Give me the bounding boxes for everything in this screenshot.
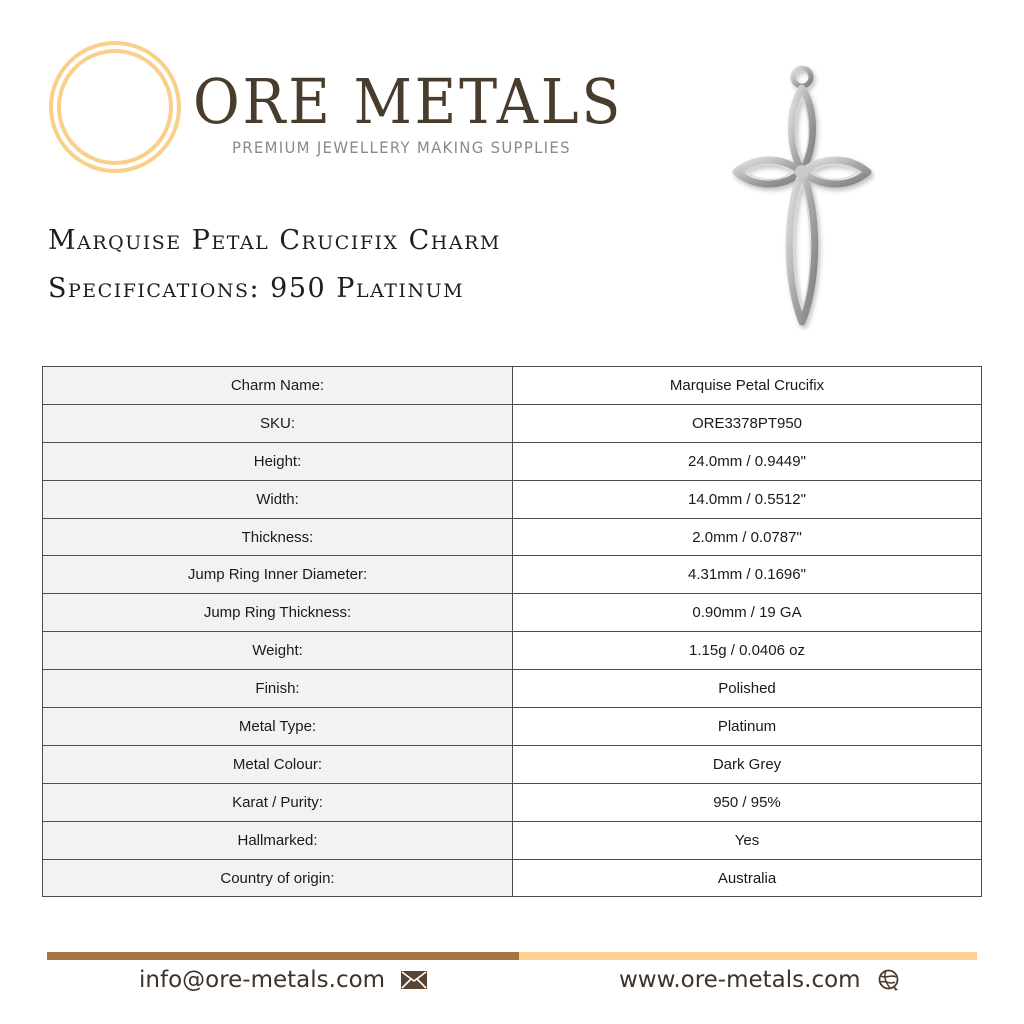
table-row [43, 783, 982, 821]
spec-value: 24.0mm / 0.9449" [513, 442, 982, 480]
spec-label: Charm Name: [43, 367, 513, 405]
product-title: Marquise Petal Crucifix Charm [48, 225, 501, 256]
product-specification-subtitle: Specifications: 950 Platinum [48, 273, 465, 304]
table-row [43, 670, 982, 708]
website-contact[interactable] [619, 962, 901, 998]
table-row [43, 821, 982, 859]
table-row [43, 442, 982, 480]
spec-value: Dark Grey [513, 745, 982, 783]
spec-label: Hallmarked: [43, 821, 513, 859]
table-row [43, 404, 982, 442]
table-row [43, 745, 982, 783]
website-url[interactable]: www.ore-metals.com [619, 967, 861, 993]
double-ring-logo-icon [48, 40, 182, 174]
spec-value: 14.0mm / 0.5512" [513, 480, 982, 518]
spec-label: Thickness: [43, 518, 513, 556]
spec-label: Country of origin: [43, 859, 513, 897]
table-row [43, 708, 982, 746]
marquise-petal-crucifix-charm-image [730, 60, 875, 330]
table-row [43, 859, 982, 897]
spec-value: Australia [513, 859, 982, 897]
spec-value: Platinum [513, 708, 982, 746]
spec-value: 2.0mm / 0.0787" [513, 518, 982, 556]
globe-icon [877, 968, 901, 992]
spec-value: 1.15g / 0.0406 oz [513, 632, 982, 670]
spec-label: Width: [43, 480, 513, 518]
spec-label: Height: [43, 442, 513, 480]
brand-name: ORE METALS [193, 65, 624, 138]
table-row [43, 556, 982, 594]
spec-label: SKU: [43, 404, 513, 442]
specification-table [42, 366, 982, 897]
spec-label: Karat / Purity: [43, 783, 513, 821]
spec-label: Finish: [43, 670, 513, 708]
spec-value: Polished [513, 670, 982, 708]
table-row [43, 367, 982, 405]
table-row [43, 594, 982, 632]
spec-value: 0.90mm / 19 GA [513, 594, 982, 632]
brand-tagline: PREMIUM JEWELLERY MAKING SUPPLIES [232, 138, 571, 157]
spec-label: Metal Type: [43, 708, 513, 746]
footer-divider-peach [519, 952, 977, 960]
spec-label: Jump Ring Thickness: [43, 594, 513, 632]
spec-value: Marquise Petal Crucifix [513, 367, 982, 405]
email-address[interactable]: info@ore-metals.com [139, 967, 386, 993]
spec-label: Jump Ring Inner Diameter: [43, 556, 513, 594]
spec-value: Yes [513, 821, 982, 859]
spec-label: Weight: [43, 632, 513, 670]
table-row [43, 480, 982, 518]
spec-value: 950 / 95% [513, 783, 982, 821]
email-contact[interactable] [139, 962, 427, 998]
table-row [43, 632, 982, 670]
spec-value: ORE3378PT950 [513, 404, 982, 442]
spec-value: 4.31mm / 0.1696" [513, 556, 982, 594]
footer-divider-brown [47, 952, 519, 960]
envelope-icon [401, 971, 427, 989]
table-row [43, 518, 982, 556]
spec-label: Metal Colour: [43, 745, 513, 783]
